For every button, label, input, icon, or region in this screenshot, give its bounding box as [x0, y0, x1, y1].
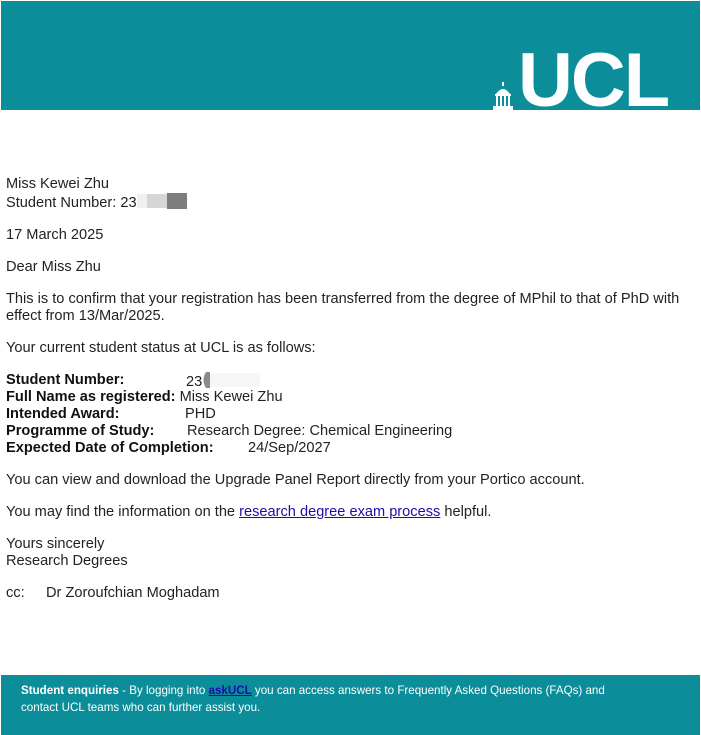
research-degree-exam-link[interactable]: research degree exam process	[239, 504, 441, 520]
student-enquiries-label: Student enquiries	[21, 684, 119, 697]
askucl-link[interactable]: askUCL	[208, 684, 252, 697]
award-value: PHD	[185, 406, 216, 422]
status-table	[6, 372, 696, 457]
status-intro: Your current student status at UCL is as follows:	[6, 340, 316, 356]
salutation: Dear Miss Zhu	[6, 259, 101, 275]
full-name-value: Miss Kewei Zhu	[179, 389, 283, 405]
letter-date: 17 March 2025	[6, 227, 104, 243]
programme-label: Programme of Study:	[6, 423, 155, 439]
status-row-award	[6, 406, 696, 423]
completion-label: Expected Date of Completion:	[6, 440, 214, 456]
completion-value: 24/Sep/2027	[248, 440, 331, 456]
portico-icon	[492, 82, 514, 112]
cc-label: cc:	[6, 585, 25, 601]
letter-body	[6, 176, 696, 602]
cc-value: Dr Zoroufchian Moghadam	[46, 585, 220, 601]
footer-banner	[1, 675, 700, 735]
redaction-mark	[137, 193, 189, 207]
recipient-student-number: Student Number: 23	[6, 195, 137, 211]
info-paragraph: You may find the information on the research degree exam process helpful.	[6, 504, 492, 520]
status-row-full-name	[6, 389, 696, 406]
signature: Research Degrees	[6, 553, 128, 569]
full-name-label: Full Name as registered:	[6, 389, 176, 405]
footer-text: Student enquiries - By logging into askUCL you can access answers to Frequently Asked Questions (FAQs) and contact UCL teams who can further assist you.	[21, 684, 605, 714]
programme-value: Research Degree: Chemical Engineering	[187, 423, 453, 439]
cc-line	[6, 585, 696, 602]
recipient-name: Miss Kewei Zhu	[6, 176, 109, 192]
portico-paragraph: You can view and download the Upgrade Panel Report directly from your Portico account.	[6, 472, 585, 488]
student-number-label: Student Number:	[6, 372, 125, 388]
status-row-programme	[6, 423, 696, 440]
student-number-value: 23	[186, 372, 262, 391]
status-row-completion	[6, 440, 696, 457]
logo-text: UCL	[518, 50, 669, 112]
status-row-student-number	[6, 372, 696, 389]
award-label: Intended Award:	[6, 406, 120, 422]
redaction-mark	[202, 372, 262, 386]
ucl-logo	[492, 50, 668, 112]
header-banner	[1, 1, 700, 110]
confirmation-paragraph: This is to confirm that your registration has been transferred from the degree of MPhil to that of PhD with effect from 13/Mar/2025.	[6, 291, 680, 324]
closing: Yours sincerely	[6, 536, 105, 552]
